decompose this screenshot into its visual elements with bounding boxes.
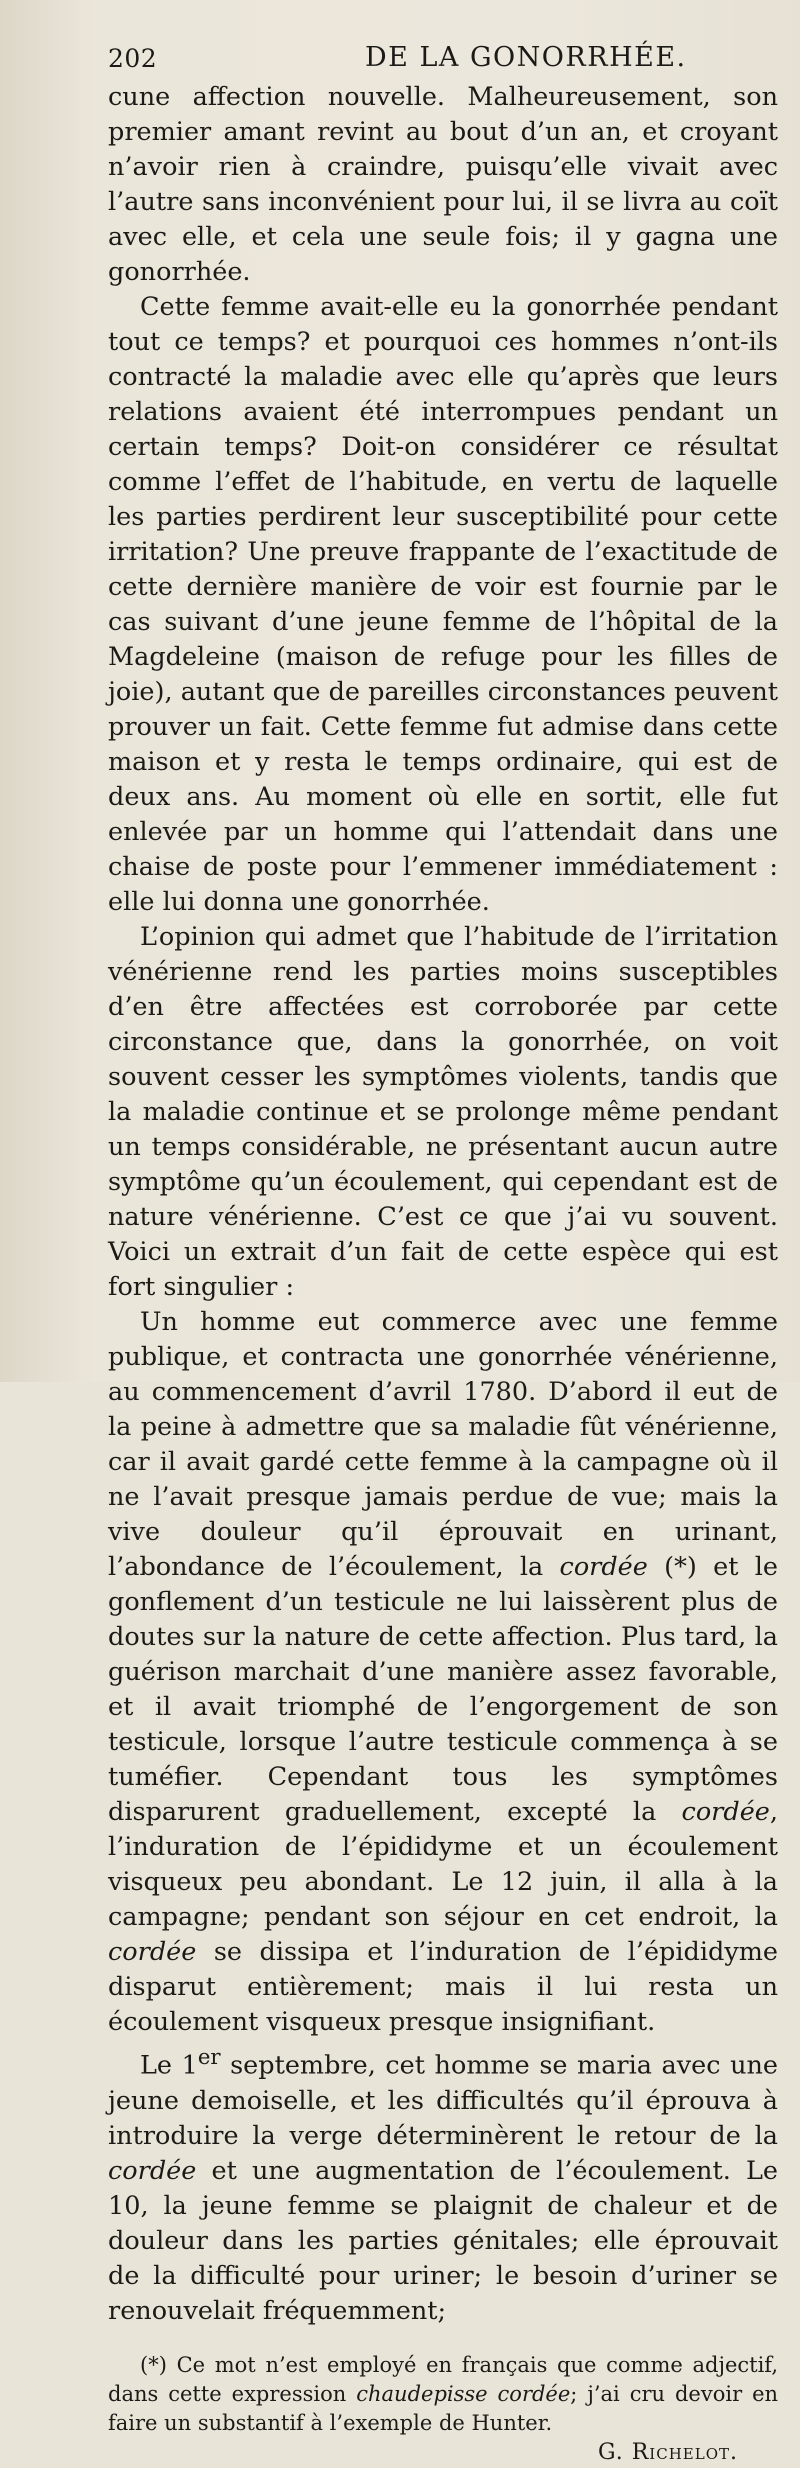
italic-term: cordée [108,2155,197,2186]
paragraph-3: L’opinion qui admet que l’habitude de l’irritation vénérienne rend les parties moins susceptibles d’en être affectées est corroborée par cette circonstance que, dans la gonorrhée, on voit souvent cesser les symptômes violents, tandis que la maladie continue et se prolonge même pendant un temps considérable, ne présentant aucun autre symptôme qu’un écoulement, qui cependant est de nature vénérienne. C’est ce que j’ai vu souvent. Voici un extrait d’un fait de cette espèce qui est fort singulier : [108,922,778,1302]
page-number: 202 [108,44,158,73]
italic-term: cordée [559,1552,648,1582]
italic-term: cordée [108,1937,197,1967]
footnote: (*) Ce mot n’est employé en français que comme adjectif, dans cette expression chaudepisse cordée; j’ai cru devoir en faire un substantif à l’exemple de Hunter. [108,2352,779,2435]
paragraph-2: Cette femme avait-elle eu la gonorrhée pendant tout ce temps? et pourquoi ces hommes n’ont-ils contracté la maladie avec elle qu’après que leurs relations avaient été interrompues pendant un certain temps? Doit-on considérer ce résultat comme l’effet de l’habitude, en vertu de laquelle les parties perdirent leur susceptibilité pour cette irritation? Une preuve frappante de l’exactitude de cette dernière manière de voir est fournie par le cas suivant d’une jeune femme de l’hôpital de la Magdeleine (maison de refuge pour les filles de joie), autant que de pareilles circonstances peuvent prouver un fait. Cette femme fut admise dans cette maison et y resta le temps ordinaire, qui est de deux ans. Au moment où elle en sortit, elle fut enlevée par un homme qui l’attendait dans une chaise de poste pour l’emmener immédiatement : elle lui donna une gonorrhée. [108,292,778,917]
paragraph-4: Un homme eut commerce avec une femme publique, et contracta une gonorrhée vénérienne, au commencement d’avril 1780. D’abord il eut de la peine à admettre que sa maladie fût vénérienne, car il avait gardé cette femme à la campagne où il ne l’avait presque jamais perdue de vue; mais la vive douleur qu’il éprouvait en urinant, l’abondance de l’écoulement, la cordée (*) et le gonflement d’un testicule ne lui laissèrent plus de doutes sur la nature de cette affection. Plus tard, la guérison marchait d’une manière assez favorable, et il avait triomphé de l’engorgement de son testicule, lorsque l’autre testicule commença à se tuméfier. Cependant tous les symptômes disparurent graduellement, excepté la cordée, l’induration de l’épididyme et un écoulement visqueux peu abondant. Le 12 juin, il alla à la campagne; pendant son séjour en cet endroit, la cordée se dissipa et l’induration de l’épididyme disparut entièrement; mais il lui resta un écoulement visqueux presque insignifiant. [108,1307,778,2037]
superscript: er [197,2045,221,2070]
body-text [108,80,778,2329]
paragraph-1: cune affection nouvelle. Malheureusement, son premier amant revint au bout d’un an, et croyant n’avoir rien à craindre, puisqu’elle vivait avec l’autre sans inconvénient pour lui, il se livra au coït avec elle, et cela une seule fois; il y gagna une gonorrhée. [108,82,778,287]
running-head [108,40,778,80]
italic-term: chaudepisse cordée [356,2381,571,2406]
running-title: DE LA GONORRHÉE. [365,42,687,73]
italic-term: cordée [681,1797,770,1827]
translator-signature: G. Richelot. [597,2439,738,2465]
paragraph-5: Le 1er septembre, cet homme se maria avec une jeune demoiselle, et les difficultés qu’il éprouva à introduire la verge déterminèrent le retour de la cordée et une augmentation de l’écoulement. Le 10, la jeune femme se plaignit de chaleur et de douleur dans les parties génitales; elle éprouvait de la difficulté pour uriner; le besoin d’uriner se renouvelait fréquemment; [108,2045,779,2326]
